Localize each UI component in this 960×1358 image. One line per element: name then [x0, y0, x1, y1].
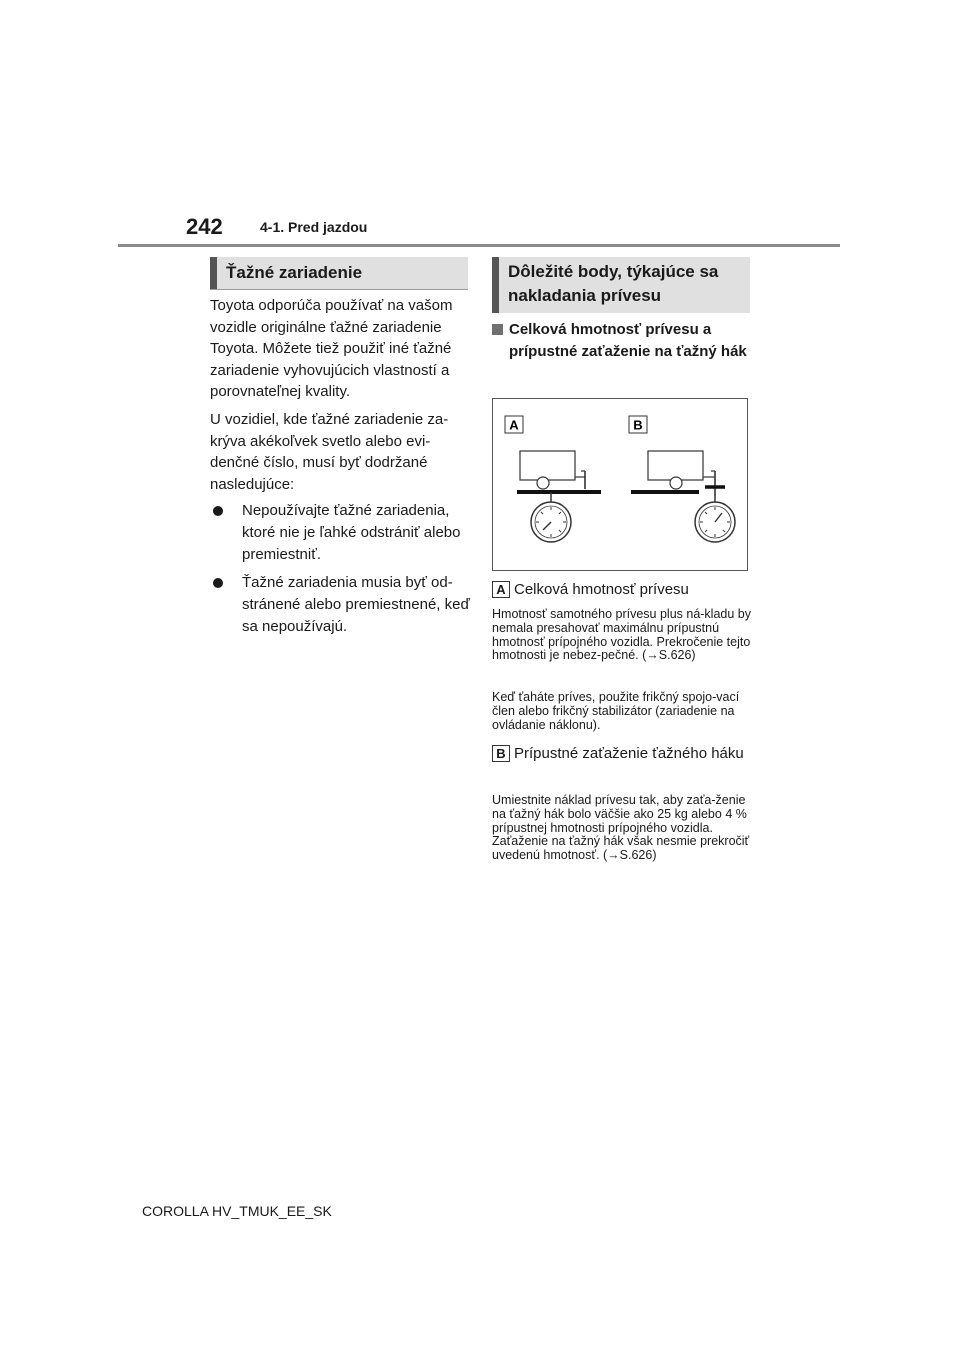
- towing-hitch-heading: Ťažné zariadenie: [210, 257, 468, 289]
- svg-text:A: A: [509, 417, 519, 433]
- square-bullet-icon: [492, 324, 503, 335]
- tag-b: B: [492, 745, 510, 762]
- condition-paragraph: U vozidiel, kde ťažné zariadenie za-krýva akékoľvek svetlo alebo evi-denčné číslo, musí byť dodržané nasledujúce:: [210, 411, 449, 493]
- item-b-title: Prípustné zaťaženie ťažného háku: [514, 745, 744, 762]
- figure-label-a: [505, 416, 523, 433]
- header-rule: [118, 244, 840, 247]
- intro-paragraph: Toyota odporúča používať na vašom vozidle originálne ťažné zariadenie Toyota. Môžete tiež použiť iné ťažné zariadenie vyhovujúcich vlastností a porovnateľnej kvality.: [210, 297, 453, 400]
- tag-a: A: [492, 581, 510, 598]
- tongue-weight-on-scale-illustration: [631, 451, 735, 542]
- item-a-stabilizer-note: Keď ťaháte príves, použite frikčný spojo-vací člen alebo frikčný stabilizátor (zariadenie na ovládanie náklonu).: [492, 690, 740, 732]
- item-a-title: Celková hmotnosť prívesu: [514, 581, 689, 598]
- item-a-description: Hmotnosť samotného prívesu plus ná-kladu by nemala presahovať maximálnu prípustnú hmotnosť prípojného vozidla. Prekročenie tejto hmotnosti je nebez-pečné. (→S.626): [492, 607, 751, 663]
- bullet-text: Ťažné zariadenia musia byť od-stránené alebo premiestnené, keď sa nepoužívajú.: [242, 574, 470, 635]
- page-number: 242: [186, 214, 223, 239]
- section-reference: 4-1. Pred jazdou: [260, 219, 368, 235]
- figure-label-b: [629, 416, 647, 433]
- trailer-on-scale-illustration: [517, 451, 601, 542]
- bullet-dot-icon: [213, 506, 223, 516]
- heading-underline: [210, 289, 468, 290]
- bullet-dot-icon: [213, 578, 223, 588]
- bullet-text: Nepoužívajte ťažné zariadenia, ktoré nie je ľahké odstrániť alebo premiestniť.: [242, 502, 461, 563]
- svg-text:B: B: [633, 417, 643, 433]
- document-code: COROLLA HV_TMUK_EE_SK: [142, 1203, 332, 1219]
- weighing-illustration: [492, 398, 748, 571]
- subheading-text: Celková hmotnosť prívesu a prípustné zaťaženie na ťažný hák: [509, 321, 747, 360]
- item-b-description: Umiestnite náklad prívesu tak, aby zaťa-ženie na ťažný hák bolo väčšie ako 25 kg alebo 4 % prípustnej hmotnosti prípojného vozidla. Zaťaženie na ťažný hák však nesmie prekročiť uvedenú hmotnosť. (→S.626): [492, 793, 750, 863]
- trailer-loading-heading: Dôležité body, týkajúce sa nakladania prívesu: [492, 257, 750, 313]
